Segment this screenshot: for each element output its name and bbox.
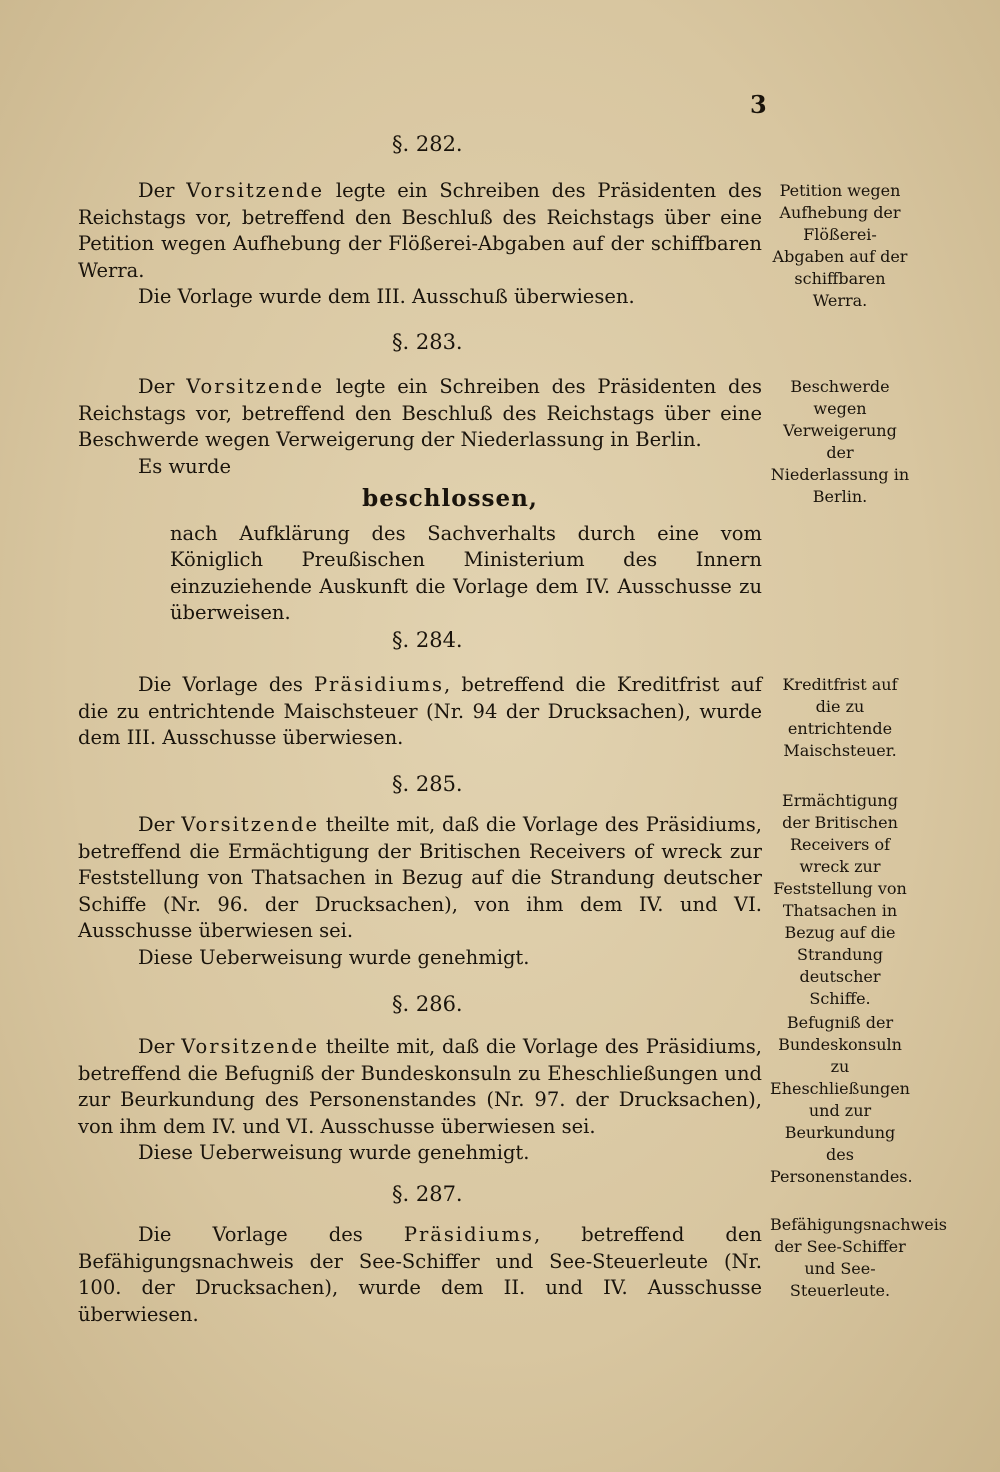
emphasized-name: Präsidiums xyxy=(313,673,445,696)
section-heading-283: §. 283. xyxy=(392,330,463,354)
text-run: Die Vorlage des xyxy=(138,673,314,696)
paragraph: Die Vorlage wurde dem III. Ausschuß überwiesen. xyxy=(138,285,635,308)
text-run: Der xyxy=(138,1035,182,1058)
text-run: Der xyxy=(138,179,187,202)
text-run: , betreffend die Kreditfrist auf die zu entrichtende Maischsteuer (Nr. 94 der Drucksachen), wurde dem III. Ausschusse überwiesen. xyxy=(78,673,762,749)
text-run: legte ein Schreiben des Präsidenten des Reichstags vor, betreffend den Beschluß des Reichstags über eine Beschwerde wegen Verweigerung der Niederlassung in Berlin. xyxy=(78,375,762,451)
paragraph: Es wurde xyxy=(138,454,232,478)
margin-note-283: Beschwerde wegen Verweigerung der Niederlassung in Berlin. xyxy=(770,377,910,506)
section-heading-285: §. 285. xyxy=(392,772,463,796)
paragraph xyxy=(78,374,762,454)
margin-note-285: Ermächtigung der Britischen Receivers of wreck zur Feststellung von Thatsachen in Bezug auf die Strandung deutscher Schiffe. xyxy=(773,791,907,1008)
margin-note-286: Befugniß der Bundeskonsuln zu Eheschließungen und zur Beurkundung des Personenstandes. xyxy=(770,1013,913,1186)
paragraph: Diese Ueberweisung wurde genehmigt. xyxy=(138,945,530,969)
emphasized-name: Präsidiums xyxy=(403,1223,534,1246)
text-run: legte ein Schreiben des Präsidenten des Reichstags vor, betreffend den Beschluß des Reichstags über eine Petition wegen Aufhebung der Flößerei-Abgaben auf der schiffbaren Werra. xyxy=(78,179,762,282)
emphasized-name: Vorsitzende xyxy=(186,375,325,398)
page-number: 3 xyxy=(750,90,767,119)
text-run: , betreffend den Befähigungsnachweis der See-Schiffer und See-Steuerleute (Nr. 100. der Drucksachen), wurde dem II. und IV. Ausschusse überwiesen. xyxy=(78,1223,762,1326)
text-run: Der xyxy=(138,375,187,398)
emphasized-name: Vorsitzende xyxy=(186,179,325,202)
emphasized-name: Vorsitzende xyxy=(181,1035,320,1058)
paragraph xyxy=(78,178,762,284)
text-run: Der xyxy=(138,813,182,836)
paragraph xyxy=(78,812,762,945)
margin-note-282: Petition wegen Aufhebung der Flößerei-Abgaben auf der schiffbaren Werra. xyxy=(772,181,908,310)
emphasized-name: Vorsitzende xyxy=(181,813,320,836)
resolution-word: beschlossen, xyxy=(362,485,538,512)
margin-note-287: Befähigungsnachweis der See-Schiffer und See-Steuerleute. xyxy=(770,1215,948,1300)
paragraph xyxy=(78,1034,762,1140)
section-heading-284: §. 284. xyxy=(392,628,463,652)
section-body-284 xyxy=(78,672,762,752)
text-run: theilte mit, daß die Vorlage des Präsidiums, betreffend die Befugniß der Bundeskonsuln zu Eheschließungen und zur Beurkundung des Personenstandes (Nr. 97. der Drucksachen), von ihm dem IV. und VI. Ausschusse überwiesen sei. xyxy=(78,1035,762,1138)
section-body-286 xyxy=(78,1034,762,1167)
section-heading-286: §. 286. xyxy=(392,992,463,1016)
text-run: theilte mit, daß die Vorlage des Präsidiums, betreffend die Ermächtigung der Britischen Receivers of wreck zur Feststellung von Thatsachen in Bezug auf die Strandung deutscher Schiffe (Nr. 96. der Drucksachen), von ihm dem IV. und VI. Ausschusse überwiesen sei. xyxy=(78,813,762,942)
section-body-283 xyxy=(78,374,762,627)
text-run: Die Vorlage des xyxy=(138,1223,404,1246)
margin-note-284: Kreditfrist auf die zu entrichtende Maischsteuer. xyxy=(782,675,898,760)
paragraph xyxy=(78,1222,762,1328)
section-body-282 xyxy=(78,178,762,311)
section-body-287 xyxy=(78,1222,762,1328)
section-heading-287: §. 287. xyxy=(392,1182,463,1206)
paragraph: Diese Ueberweisung wurde genehmigt. xyxy=(138,1141,530,1164)
paragraph: nach Aufklärung des Sachverhalts durch eine vom Königlich Preußischen Ministerium des Innern einzuziehende Auskunft die Vorlage dem IV. Ausschusse zu überweisen. xyxy=(170,521,762,624)
paragraph xyxy=(78,672,762,752)
section-heading-282: §. 282. xyxy=(392,132,463,156)
section-body-285 xyxy=(78,812,762,971)
